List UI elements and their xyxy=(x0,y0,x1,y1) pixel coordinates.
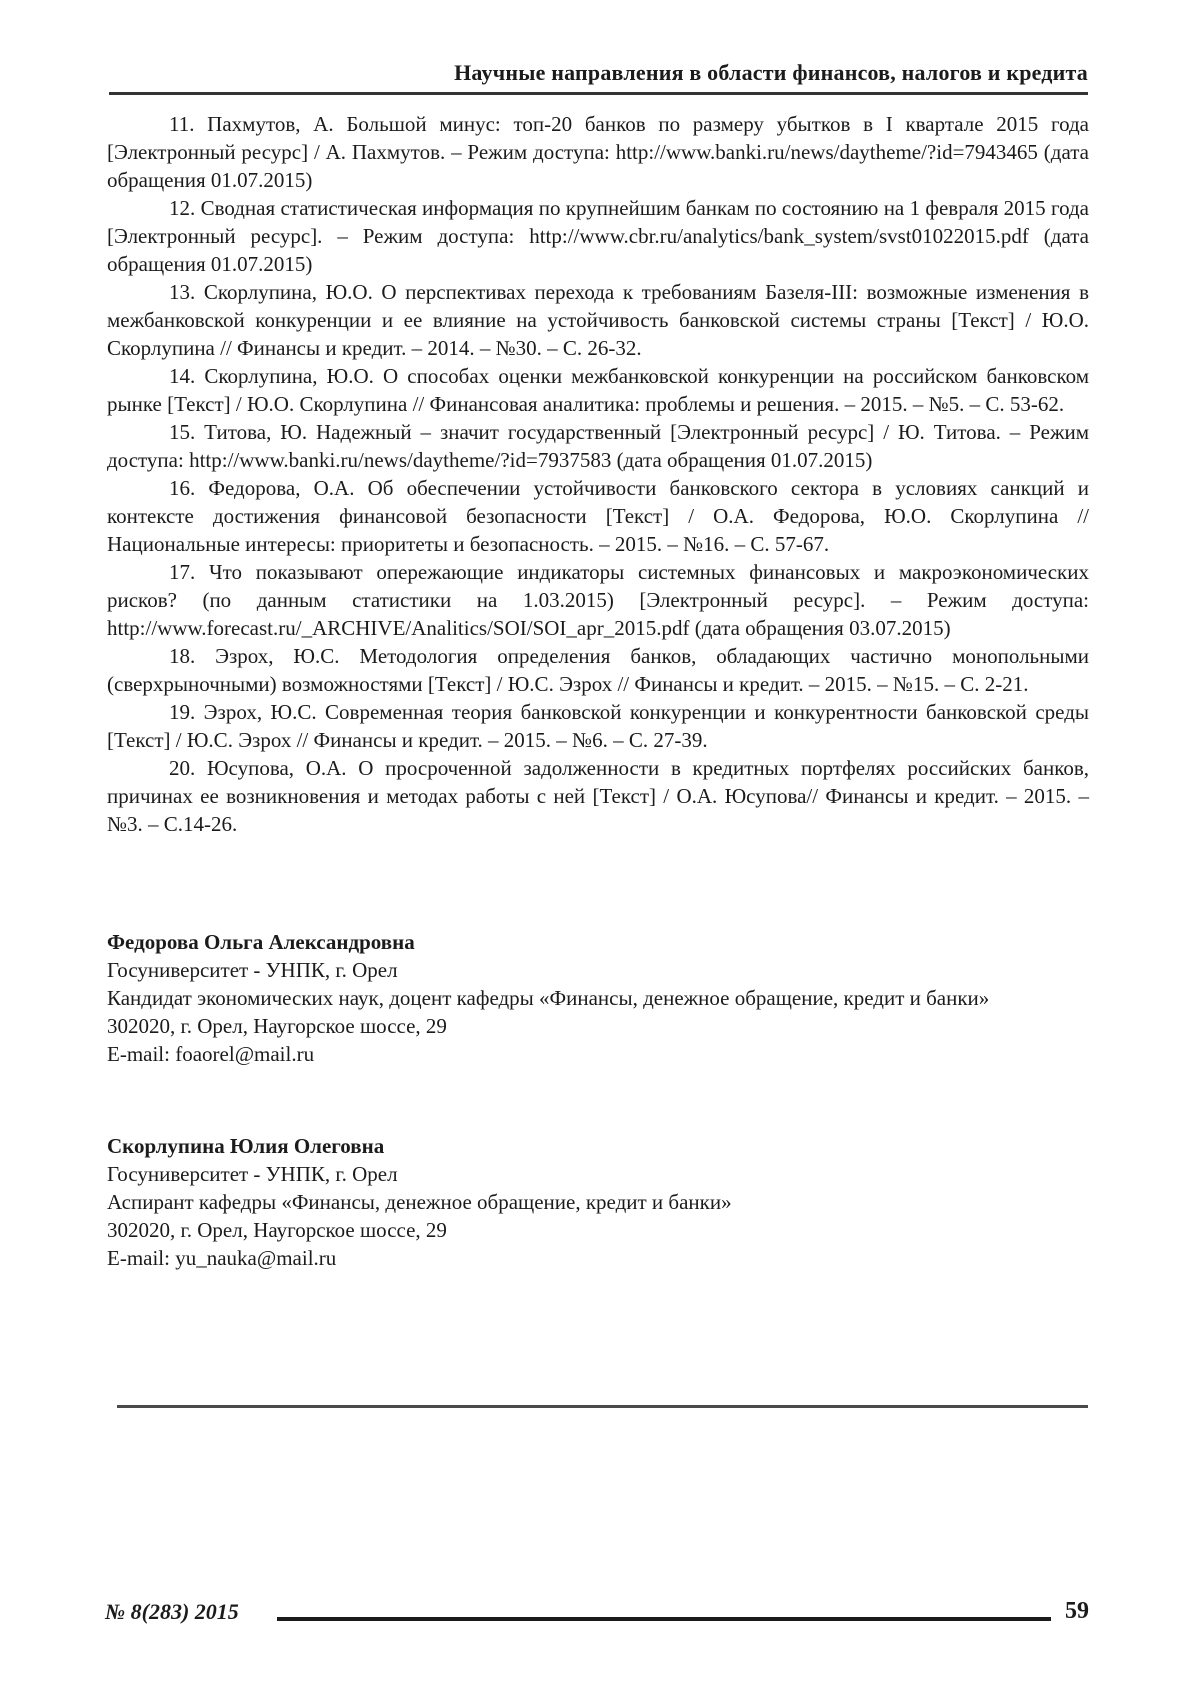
author-email: E-mail: foaorel@mail.ru xyxy=(107,1042,315,1066)
references-list xyxy=(107,110,1089,838)
author-address: 302020, г. Орел, Наугорское шоссе, 29 xyxy=(107,1218,447,1242)
author-position: Аспирант кафедры «Финансы, денежное обращение, кредит и банки» xyxy=(107,1190,732,1214)
author-address: 302020, г. Орел, Наугорское шоссе, 29 xyxy=(107,1014,447,1038)
author-name: Скорлупина Юлия Олеговна xyxy=(107,1134,385,1158)
reference-item: 19. Эзрох, Ю.С. Современная теория банковской конкуренции и конкурентности банковской среды [Текст] / Ю.С. Эзрох // Финансы и кредит. – 2015. – №6. – С. 27-39. xyxy=(107,700,1089,752)
reference-item: 12. Сводная статистическая информация по крупнейшим банкам по состоянию на 1 февраля 2015 года [Электронный ресурс]. – Режим доступа: http://www.cbr.ru/analytics/bank_system/svst01022015.pdf (дата обращения 01.07.2015) xyxy=(107,196,1089,276)
author-block xyxy=(107,928,1089,1068)
author-affiliation: Госуниверситет - УНПК, г. Орел xyxy=(107,958,398,982)
reference-item: 17. Что показывают опережающие индикаторы системных финансовых и макроэкономических рисков? (по данным статистики на 1.03.2015) [Электронный ресурс]. – Режим доступа: http://www.forecast.ru/_ARCHIVE/Analitics/SOI/SOI_apr_2015.pdf (дата обращения 03.07.2015) xyxy=(107,560,1089,640)
reference-item: 16. Федорова, О.А. Об обеспечении устойчивости банковского сектора в условиях санкций и контексте достижения финансовой безопасности [Текст] / О.А. Федорова, Ю.О. Скорлупина // Национальные интересы: приоритеты и безопасность. – 2015. – №16. – С. 57-67. xyxy=(107,476,1089,556)
reference-item: 20. Юсупова, О.А. О просроченной задолженности в кредитных портфелях российских банков, причинах ее возникновения и методах работы с ней [Текст] / О.А. Юсупова// Финансы и кредит. – 2015. – №3. – С.14-26. xyxy=(107,756,1089,836)
section-divider xyxy=(117,1405,1088,1408)
author-position: Кандидат экономических наук, доцент кафедры «Финансы, денежное обращение, кредит и банки» xyxy=(107,986,990,1010)
footer-page-number: 59 xyxy=(1065,1598,1089,1624)
author-name: Федорова Ольга Александровна xyxy=(107,930,415,954)
reference-item: 15. Титова, Ю. Надежный – значит государственный [Электронный ресурс] / Ю. Титова. – Режим доступа: http://www.banki.ru/news/daytheme/?id=7937583 (дата обращения 01.07.2015) xyxy=(107,420,1089,472)
footer-rule xyxy=(277,1617,1051,1621)
page-footer xyxy=(105,1598,1089,1625)
running-header xyxy=(109,60,1088,95)
reference-item: 14. Скорлупина, Ю.О. О способах оценки межбанковской конкуренции на российском банковском рынке [Текст] / Ю.О. Скорлупина // Финансовая аналитика: проблемы и решения. – 2015. – №5. – С. 53-62. xyxy=(107,364,1089,416)
author-email: E-mail: yu_nauka@mail.ru xyxy=(107,1246,337,1270)
running-header-title: Научные направления в области финансов, налогов и кредита xyxy=(454,60,1088,85)
reference-item: 13. Скорлупина, Ю.О. О перспективах перехода к требованиям Базеля-III: возможные изменения в межбанковской конкуренции и ее влияние на устойчивость банковской системы страны [Текст] / Ю.О. Скорлупина // Финансы и кредит. – 2014. – №30. – С. 26-32. xyxy=(107,280,1089,360)
author-affiliation: Госуниверситет - УНПК, г. Орел xyxy=(107,1162,398,1186)
footer-issue-label: № 8(283) 2015 xyxy=(105,1599,239,1624)
reference-item: 11. Пахмутов, А. Большой минус: топ-20 банков по размеру убытков в I квартале 2015 года [Электронный ресурс] / А. Пахмутов. – Режим доступа: http://www.banki.ru/news/daytheme/?id=7943465 (дата обращения 01.07.2015) xyxy=(107,112,1089,192)
author-block xyxy=(107,1132,1089,1272)
reference-item: 18. Эзрох, Ю.С. Методология определения банков, обладающих частично монопольными (сверхрыночными) возможностями [Текст] / Ю.С. Эзрох // Финансы и кредит. – 2015. – №15. – С. 2-21. xyxy=(107,644,1089,696)
